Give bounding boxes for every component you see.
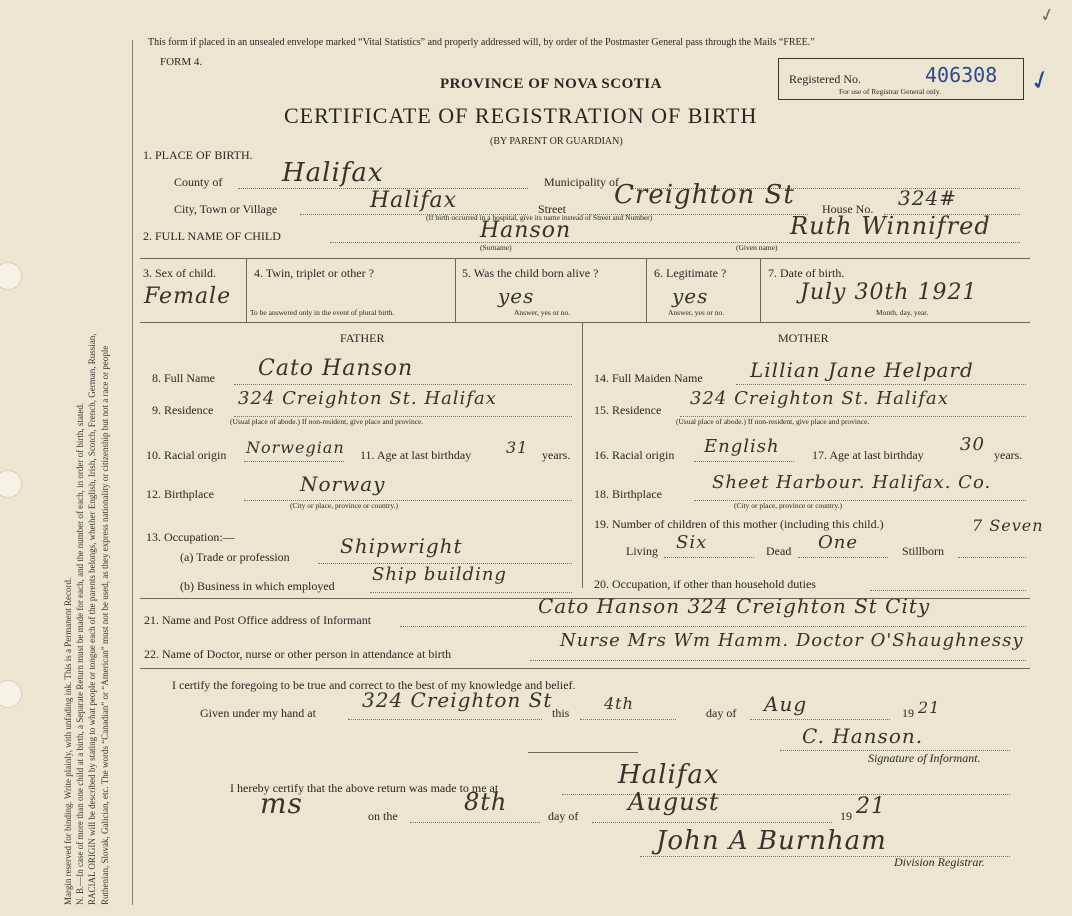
- registrar-signature: John A Burnham: [656, 826, 887, 856]
- margin-rule: [132, 40, 133, 905]
- trade-label: (a) Trade or profession: [180, 550, 290, 564]
- stillborn-label: Stillborn: [902, 544, 945, 558]
- registration-number: 406308: [925, 63, 998, 87]
- father-birthplace-value: Norway: [300, 472, 386, 496]
- date-of-birth-note: Month, day, year.: [876, 308, 929, 317]
- legitimate-label: 6. Legitimate ?: [654, 266, 727, 280]
- registrar-use-note: For use of Registrar General only.: [839, 87, 941, 96]
- margin-line: N. B.—In case of more than one child at a birth, a Separate Return must be made for each, and the number of each, in order of birth, stated.: [75, 402, 86, 905]
- day-of-label: day of: [706, 706, 737, 720]
- certify-year-value: 21: [918, 698, 941, 717]
- box-divider: [760, 258, 761, 322]
- day-line: [580, 719, 676, 720]
- informant-signature-label: Signature of Informant.: [868, 751, 981, 765]
- mother-racial-label: 16. Racial origin: [594, 448, 675, 462]
- business-label: (b) Business in which employed: [180, 579, 335, 593]
- margin-line: RACIAL ORIGIN will be described by stating to what people or tongue each of the parents belongs, whether English, Irish, Scotch, French, German, Russian,: [87, 333, 98, 905]
- mother-years: years.: [994, 448, 1023, 462]
- occupation-label: 13. Occupation:—: [146, 530, 235, 544]
- given-at-value: 324 Creighton St: [362, 688, 553, 712]
- registrar-text: I hereby certify that the above return was made to me at: [230, 781, 499, 795]
- registrar-month-value: August: [628, 788, 720, 816]
- dead-value: One: [818, 532, 859, 553]
- house-number-label: House No.: [822, 202, 874, 216]
- mother-occupation-label: 20. Occupation, if other than household duties: [594, 577, 816, 591]
- given-name-value: Ruth Winnifred: [790, 212, 991, 240]
- box-top-rule: [140, 258, 1030, 259]
- date-of-birth-value: July 30th 1921: [800, 280, 978, 305]
- street-value: Creighton St: [614, 180, 795, 210]
- box-divider: [646, 258, 647, 322]
- business-line: [370, 592, 572, 593]
- alive-value: yes: [498, 284, 535, 308]
- mother-name-value: Lillian Jane Helpard: [750, 358, 974, 382]
- mother-name-line: [736, 384, 1026, 385]
- alive-label: 5. Was the child born alive ?: [462, 266, 599, 280]
- mother-racial-value: English: [704, 436, 780, 457]
- sex-label: 3. Sex of child.: [143, 266, 216, 280]
- certify-text: I certify the foregoing to be true and correct to the best of my knowledge and belief.: [172, 678, 576, 692]
- mother-birthplace-label: 18. Birthplace: [594, 487, 662, 501]
- child-name-line: [330, 242, 1020, 243]
- given-at-label: Given under my hand at: [200, 706, 316, 720]
- county-value: Halifax: [282, 158, 384, 188]
- registrar-year-prefix: 19: [840, 809, 852, 823]
- this-label: this: [552, 706, 570, 720]
- father-heading: FATHER: [340, 331, 385, 345]
- trade-value: Shipwright: [340, 534, 463, 558]
- margin-line: Margin reserved for binding. Write plainly, with unfading ink. This is a Permanent Record.: [63, 577, 73, 905]
- father-racial-value: Norwegian: [246, 438, 345, 457]
- doctor-label: 22. Name of Doctor, nurse or other person in attendance at birth: [144, 647, 452, 661]
- living-line: [664, 557, 754, 558]
- sex-value: Female: [144, 284, 232, 309]
- mother-age-value: 30: [960, 434, 985, 455]
- box-divider: [246, 258, 247, 322]
- margin-notes: [62, 333, 111, 905]
- check-mark-icon: ✓: [1037, 3, 1058, 27]
- registrar-place-value: Halifax: [618, 760, 720, 790]
- registration-box: [778, 58, 1024, 100]
- father-racial-line: [244, 461, 344, 462]
- registrar-year-value: 21: [856, 794, 886, 819]
- city-value: Halifax: [370, 188, 458, 213]
- certify-month-value: Aug: [764, 692, 808, 716]
- father-age-value: 31: [506, 438, 529, 457]
- informant-label: 21. Name and Post Office address of Informant: [144, 613, 372, 627]
- margin-line: Ruthenian, Slovak, Galician, etc. The words “Canadian” or “American” must not be used, as they express nationality or citizenship but not a race or people: [99, 345, 110, 905]
- binding-hole: [0, 680, 22, 708]
- father-abode-note: (Usual place of abode.) If non-resident, give place and province.: [230, 417, 424, 426]
- province-heading: PROVINCE OF NOVA SCOTIA: [440, 76, 662, 92]
- legitimate-note: Answer, yes or no.: [668, 308, 725, 317]
- surname-label: (Surname): [480, 243, 512, 252]
- binding-hole: [0, 470, 22, 498]
- mother-racial-line: [694, 461, 794, 462]
- mother-birthplace-value: Sheet Harbour. Halifax. Co.: [712, 472, 992, 493]
- check-mark-icon: ✓: [1025, 63, 1056, 98]
- informant-line: [400, 626, 1026, 627]
- surname-value: Hanson: [480, 218, 572, 243]
- certify-year-prefix: 19: [902, 706, 914, 720]
- box-divider: [455, 258, 456, 322]
- date-of-birth-label: 7. Date of birth.: [768, 266, 845, 280]
- certify-top-rule: [140, 668, 1030, 669]
- mother-residence-value: 324 Creighton St. Halifax: [690, 388, 949, 409]
- mother-name-label: 14. Full Maiden Name: [594, 371, 703, 385]
- month-line: [750, 719, 890, 720]
- informant-value: Cato Hanson 324 Creighton St City: [538, 594, 931, 618]
- given-name-label: (Given name): [736, 243, 778, 252]
- given-at-line: [348, 719, 542, 720]
- house-number-value: 324#: [898, 186, 957, 210]
- living-label: Living: [626, 544, 658, 558]
- registrar-day-line: [410, 822, 540, 823]
- certify-day-value: 4th: [604, 694, 634, 713]
- binding-hole: [0, 262, 22, 290]
- dead-label: Dead: [766, 544, 792, 558]
- certificate-title: CERTIFICATE OF REGISTRATION OF BIRTH: [284, 103, 758, 128]
- father-age-label: 11. Age at last birthday: [360, 448, 472, 462]
- children-count-value: 7 Seven: [972, 516, 1044, 535]
- twin-note: To be answered only in the event of plural birth.: [250, 308, 395, 317]
- place-of-birth-label: 1. PLACE OF BIRTH.: [143, 148, 253, 162]
- legitimate-value: yes: [672, 284, 709, 308]
- form-number: FORM 4.: [160, 56, 203, 68]
- doctor-value: Nurse Mrs Wm Hamm. Doctor O'Shaughnessy: [560, 630, 1024, 651]
- registrar-signature-label: Division Registrar.: [894, 855, 985, 869]
- mother-heading: MOTHER: [778, 331, 829, 345]
- living-value: Six: [676, 532, 708, 553]
- father-name-line: [234, 384, 572, 385]
- father-racial-label: 10. Racial origin: [146, 448, 227, 462]
- stillborn-line: [958, 557, 1026, 558]
- twin-label: 4. Twin, triplet or other ?: [254, 266, 374, 280]
- registrar-month-line: [592, 822, 832, 823]
- city-label: City, Town or Village: [174, 202, 278, 216]
- father-residence-value: 324 Creighton St. Halifax: [238, 388, 497, 409]
- father-residence-label: 9. Residence: [152, 403, 214, 417]
- county-label: County of: [174, 175, 223, 189]
- registrar-initials: ms: [260, 787, 303, 820]
- parents-divider: [582, 322, 583, 588]
- doctor-line: [530, 660, 1026, 661]
- mother-age-label: 17. Age at last birthday: [812, 448, 924, 462]
- envelope-note: This form if placed in an unsealed envelope marked “Vital Statistics” and properly addressed will, by order of the Postmaster General pass through the Mails “FREE.”: [148, 37, 815, 48]
- registrar-day-value: 8th: [464, 788, 508, 816]
- certificate-subtitle: (BY PARENT OR GUARDIAN): [490, 136, 623, 147]
- registrar-day-of-label: day of: [548, 809, 579, 823]
- business-value: Ship building: [372, 564, 507, 585]
- box-bottom-rule: [140, 322, 1030, 323]
- child-name-label: 2. FULL NAME OF CHILD: [143, 229, 281, 243]
- children-count-label: 19. Number of children of this mother (including this child.): [594, 517, 884, 531]
- registrar-on-label: on the: [368, 809, 398, 823]
- informant-mark-rule: [528, 752, 638, 753]
- mother-abode-note: (Usual place of abode.) If non-resident, give place and province.: [676, 417, 870, 426]
- father-name-value: Cato Hanson: [258, 356, 414, 381]
- mother-residence-label: 15. Residence: [594, 403, 662, 417]
- dead-line: [798, 557, 888, 558]
- father-name-label: 8. Full Name: [152, 371, 215, 385]
- informant-signature: C. Hanson.: [802, 724, 924, 748]
- mother-occupation-line: [870, 590, 1026, 591]
- municipality-label: Municipality of: [544, 175, 619, 189]
- registered-label: Registered No.: [789, 72, 861, 86]
- hospital-note: (If birth occurred in a hospital, give its name instead of Street and Number): [426, 213, 653, 222]
- street-label: Street: [538, 202, 566, 216]
- father-birthplace-note: (City or place, province or country.): [290, 501, 399, 510]
- alive-note: Answer, yes or no.: [514, 308, 571, 317]
- father-birthplace-label: 12. Birthplace: [146, 487, 214, 501]
- mother-birthplace-note: (City or place, province or country.): [734, 501, 843, 510]
- father-years: years.: [542, 448, 571, 462]
